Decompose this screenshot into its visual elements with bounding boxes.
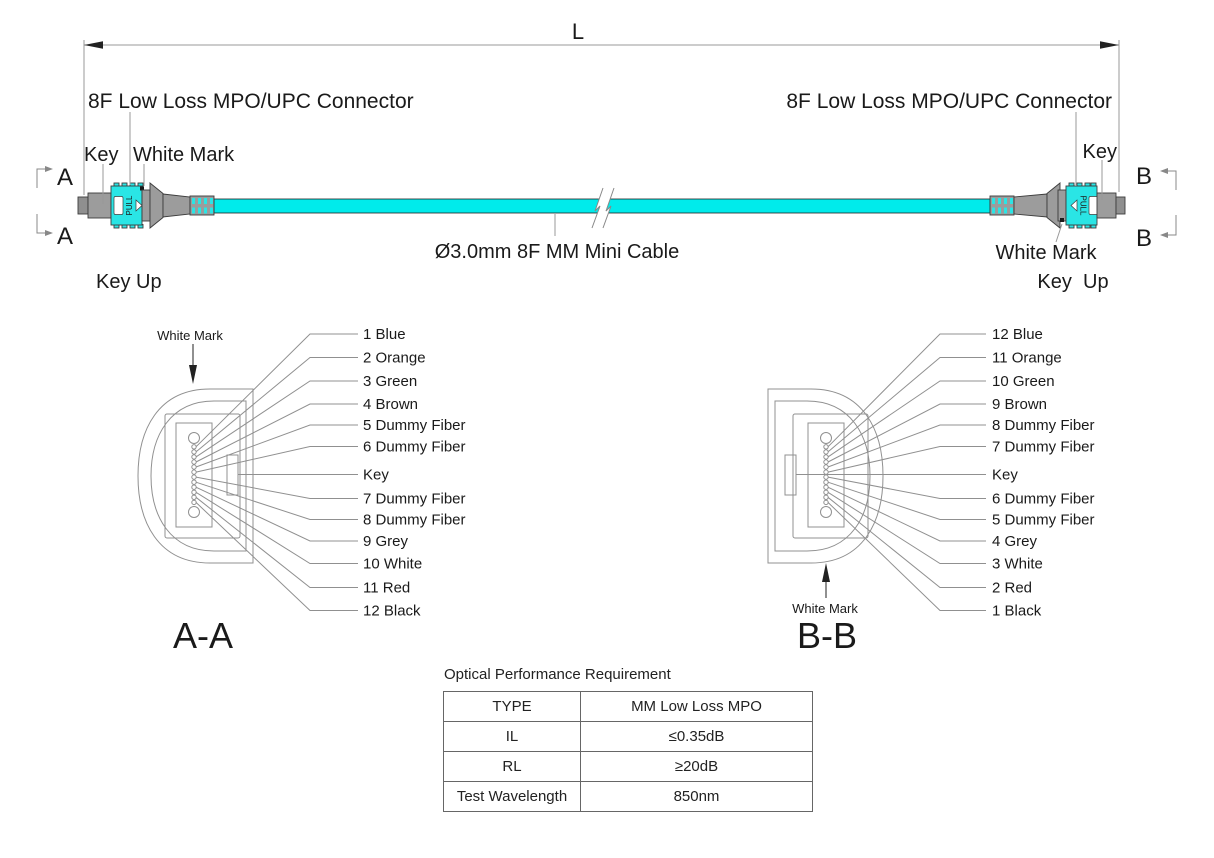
fiber-label: 4 Grey bbox=[992, 533, 1038, 550]
table-cell-value: MM Low Loss MPO bbox=[581, 692, 813, 722]
left-connector bbox=[78, 183, 214, 228]
fiber-label: 1 Blue bbox=[363, 326, 406, 343]
bb-white-mark-label: White Mark bbox=[792, 601, 858, 616]
aa-caption: A-A bbox=[172, 615, 234, 656]
length-label: L bbox=[571, 19, 585, 44]
aa-key bbox=[227, 455, 238, 495]
fiber-label: 5 Dummy Fiber bbox=[363, 417, 466, 434]
table-row bbox=[444, 692, 813, 722]
fiber-label: Key bbox=[363, 466, 389, 484]
table-cell-parameter: IL bbox=[444, 722, 581, 752]
aa-fiber-labels bbox=[363, 326, 466, 620]
table-cell-parameter: TYPE bbox=[444, 692, 581, 722]
fiber-label: 9 Grey bbox=[363, 533, 409, 550]
right-white-mark-label: White Mark bbox=[995, 242, 1097, 264]
section-b-top-arrow-icon bbox=[1160, 168, 1168, 174]
fiber-label: 2 Orange bbox=[363, 349, 426, 367]
bb-key bbox=[785, 455, 796, 495]
bb-white-mark-arrow-icon bbox=[822, 563, 830, 598]
fiber-label: 11 Red bbox=[363, 579, 411, 597]
left-connector-label: 8F Low Loss MPO/UPC Connector bbox=[88, 90, 414, 113]
bb-caption: B-B bbox=[796, 615, 858, 656]
section-marker-b bbox=[1136, 163, 1176, 252]
section-b-bottom-letter: B bbox=[1136, 225, 1153, 252]
left-white-mark-label: White Mark bbox=[133, 144, 235, 166]
fiber-label: 6 Dummy Fiber bbox=[363, 438, 466, 456]
section-marker-a bbox=[37, 164, 73, 250]
fiber-label: 11 Orange bbox=[992, 349, 1062, 367]
section-a-bottom-letter: A bbox=[57, 223, 74, 250]
bb-body bbox=[793, 414, 868, 538]
fiber-label: 12 Blue bbox=[992, 326, 1043, 343]
fiber-label: 3 Green bbox=[363, 373, 418, 390]
right-white-mark bbox=[1060, 218, 1064, 222]
bb-guide-pin-top bbox=[821, 433, 832, 444]
right-body bbox=[1097, 193, 1116, 218]
left-key-up-label: Key Up bbox=[96, 271, 162, 293]
fiber-label: 9 Brown bbox=[992, 396, 1048, 413]
dimension-arrow-right-icon bbox=[1100, 41, 1119, 49]
table-cell-parameter: Test Wavelength bbox=[444, 782, 581, 812]
table-cell-value: ≥20dB bbox=[581, 752, 813, 782]
fiber-label: 1 Black bbox=[992, 602, 1042, 620]
fiber-label: 2 Red bbox=[992, 579, 1033, 597]
left-pull-tab bbox=[114, 197, 123, 215]
dimension-l bbox=[84, 40, 1119, 195]
left-ferrule bbox=[78, 197, 88, 214]
right-connector-label: 8F Low Loss MPO/UPC Connector bbox=[786, 90, 1112, 113]
bb-fiber-labels bbox=[992, 326, 1095, 620]
table-row bbox=[444, 722, 813, 752]
section-b-top-letter: B bbox=[1136, 163, 1153, 190]
aa-leader-lines bbox=[196, 334, 358, 611]
fiber-label: 4 Brown bbox=[363, 396, 419, 413]
right-pull-label: PULL bbox=[1078, 195, 1088, 216]
right-key-label: Key bbox=[1082, 141, 1117, 163]
aa-white-mark-label: White Mark bbox=[157, 328, 223, 343]
table-cell-parameter: RL bbox=[444, 752, 581, 782]
aa-face-view bbox=[138, 326, 466, 656]
fiber-label: 8 Dummy Fiber bbox=[992, 417, 1095, 434]
left-key-label: Key bbox=[84, 144, 119, 166]
fiber-label: 6 Dummy Fiber bbox=[992, 490, 1095, 508]
bb-face-view bbox=[768, 326, 1095, 656]
section-b-bottom-arrow-icon bbox=[1160, 232, 1168, 238]
table-cell-value: 850nm bbox=[581, 782, 813, 812]
right-key-up-label: Key Up bbox=[1037, 271, 1109, 293]
fiber-label: 3 White bbox=[992, 555, 1043, 573]
fiber-label: 12 Black bbox=[363, 602, 421, 620]
dimension-arrow-left-icon bbox=[84, 41, 103, 49]
aa-fiber-holes bbox=[192, 445, 196, 505]
fiber-label: 10 Green bbox=[992, 373, 1055, 390]
fiber-label: 5 Dummy Fiber bbox=[992, 511, 1095, 529]
fiber-label: Key bbox=[992, 466, 1018, 484]
left-pull-label: PULL bbox=[125, 195, 134, 216]
section-a-top-arrow-icon bbox=[45, 166, 53, 172]
left-body bbox=[88, 193, 111, 218]
table-row bbox=[444, 782, 813, 812]
section-a-bottom-arrow-icon bbox=[45, 230, 53, 236]
right-connector bbox=[990, 183, 1125, 228]
left-boot-taper bbox=[163, 194, 190, 217]
section-a-top-letter: A bbox=[57, 164, 74, 191]
aa-guide-pin-bottom bbox=[189, 507, 200, 518]
left-bell bbox=[150, 183, 163, 228]
performance-table-title: Optical Performance Requirement bbox=[444, 666, 671, 683]
aa-guide-pin-top bbox=[189, 433, 200, 444]
fiber-label: 10 White bbox=[363, 555, 423, 573]
left-collar bbox=[142, 190, 150, 221]
right-boot-taper bbox=[1014, 194, 1047, 217]
fiber-label: 7 Dummy Fiber bbox=[363, 490, 466, 508]
fiber-label: 8 Dummy Fiber bbox=[363, 511, 466, 529]
bb-guide-pin-bottom bbox=[821, 507, 832, 518]
table-cell-value: ≤0.35dB bbox=[581, 722, 813, 752]
fiber-label: 7 Dummy Fiber bbox=[992, 438, 1095, 456]
aa-white-mark-arrow-icon bbox=[189, 344, 197, 384]
right-collar bbox=[1058, 190, 1066, 221]
cable-label: Ø3.0mm 8F MM Mini Cable bbox=[434, 241, 680, 263]
table-row bbox=[444, 752, 813, 782]
performance-table bbox=[443, 691, 813, 812]
bb-leader-lines bbox=[796, 334, 986, 611]
right-ferrule bbox=[1116, 197, 1125, 214]
